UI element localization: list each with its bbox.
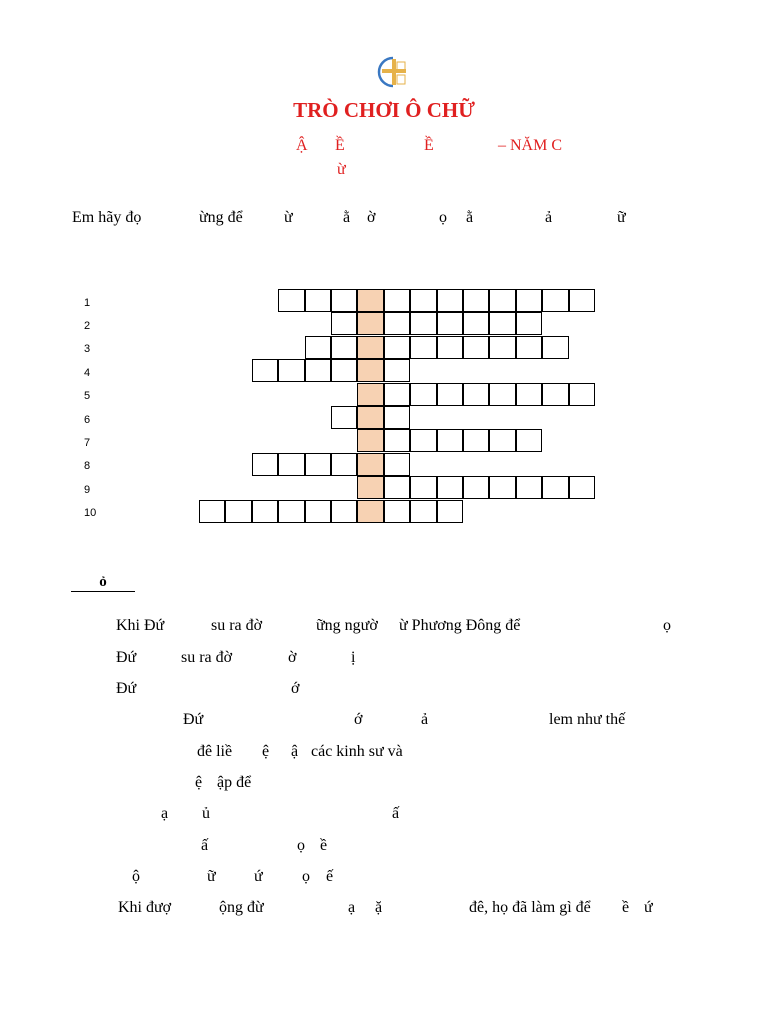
crossword-cell[interactable]	[384, 500, 410, 523]
crossword-cell[interactable]	[463, 476, 489, 499]
question-fragment: Đứ	[116, 680, 137, 697]
crossword-cell[interactable]	[331, 406, 357, 429]
crossword-cell[interactable]	[331, 453, 357, 476]
crossword-cell[interactable]	[437, 289, 463, 312]
question-fragment: ập để	[217, 774, 252, 791]
question-fragment: ờ	[288, 649, 297, 666]
question-fragment: ừ Phương Đông để	[399, 617, 521, 634]
crossword-key-cell[interactable]	[357, 500, 383, 523]
question-fragment: su ra đờ	[181, 649, 233, 666]
question-fragment: ề	[320, 837, 328, 854]
crossword-cell[interactable]	[489, 336, 515, 359]
crossword-cell[interactable]	[278, 453, 304, 476]
subtitle-fragment: Ậ	[296, 137, 308, 154]
church-cross-logo-icon	[376, 55, 410, 89]
crossword-cell[interactable]	[225, 500, 251, 523]
instruction-fragment: ằ	[343, 209, 351, 226]
question-fragment: ạ	[161, 805, 169, 822]
crossword-cell[interactable]	[463, 336, 489, 359]
crossword-cell[interactable]	[437, 476, 463, 499]
crossword-cell[interactable]	[542, 336, 568, 359]
question-fragment: đê, họ đã làm gì để	[469, 899, 591, 916]
subtitle-fragment: Ề	[424, 137, 434, 154]
crossword-cell[interactable]	[437, 312, 463, 335]
crossword-cell[interactable]	[463, 312, 489, 335]
instruction-fragment: ừ	[284, 209, 293, 226]
question-fragment: đê liề	[197, 743, 233, 760]
crossword-cell[interactable]	[489, 476, 515, 499]
crossword-cell[interactable]	[437, 429, 463, 452]
question-fragment: su ra đờ	[211, 617, 263, 634]
crossword-cell[interactable]	[410, 383, 436, 406]
row-number: 8	[84, 460, 91, 472]
crossword-cell[interactable]	[278, 500, 304, 523]
crossword-cell[interactable]	[252, 453, 278, 476]
instruction-fragment: ữ	[617, 209, 626, 226]
question-fragment: ả	[421, 711, 429, 728]
section-heading: ỏ	[71, 574, 135, 592]
crossword-cell[interactable]	[384, 359, 410, 382]
row-number: 9	[84, 484, 91, 496]
crossword-cell[interactable]	[384, 453, 410, 476]
crossword-key-cell[interactable]	[357, 359, 383, 382]
question-fragment: ữ	[207, 868, 216, 885]
crossword-key-cell[interactable]	[357, 453, 383, 476]
crossword-cell[interactable]	[384, 429, 410, 452]
question-fragment: ớ	[291, 680, 300, 697]
question-fragment: ứ	[254, 868, 263, 885]
crossword-cell[interactable]	[542, 289, 568, 312]
crossword-cell[interactable]	[463, 429, 489, 452]
crossword-cell[interactable]	[305, 453, 331, 476]
question-fragment: Khi Đứ	[116, 617, 165, 634]
instruction-fragment: Em hãy đọ	[72, 209, 142, 226]
crossword-cell[interactable]	[278, 289, 304, 312]
crossword-cell[interactable]	[384, 312, 410, 335]
question-fragment: Đứ	[116, 649, 137, 666]
row-number: 10	[84, 507, 97, 519]
subtitle-fragment: Ề	[335, 137, 345, 154]
instruction-fragment: ả	[545, 209, 553, 226]
crossword-key-cell[interactable]	[357, 406, 383, 429]
crossword-cell[interactable]	[331, 336, 357, 359]
question-fragment: ị	[351, 649, 356, 666]
question-fragment: ấ	[392, 805, 400, 822]
subtitle-fragment: – NĂM C	[498, 137, 563, 154]
crossword-cell[interactable]	[305, 500, 331, 523]
crossword-cell[interactable]	[384, 383, 410, 406]
crossword-cell[interactable]	[542, 476, 568, 499]
question-fragment: ứ	[644, 899, 653, 916]
question-fragment: ạ	[348, 899, 356, 916]
crossword-key-cell[interactable]	[357, 429, 383, 452]
question-fragment: các kinh sư và	[311, 743, 403, 760]
crossword-cell[interactable]	[384, 289, 410, 312]
crossword-cell[interactable]	[384, 406, 410, 429]
crossword-cell[interactable]	[305, 336, 331, 359]
instruction-fragment: ọ	[439, 209, 447, 226]
question-fragment: ề	[622, 899, 630, 916]
crossword-key-cell[interactable]	[357, 336, 383, 359]
crossword-cell[interactable]	[489, 289, 515, 312]
crossword-cell[interactable]	[569, 383, 595, 406]
crossword-cell[interactable]	[569, 476, 595, 499]
row-number: 6	[84, 414, 91, 426]
crossword-cell[interactable]	[489, 383, 515, 406]
crossword-cell[interactable]	[384, 476, 410, 499]
question-fragment: ủ	[202, 805, 210, 822]
crossword-cell[interactable]	[463, 383, 489, 406]
crossword-cell[interactable]	[516, 289, 542, 312]
crossword-cell[interactable]	[437, 500, 463, 523]
row-number: 1	[84, 297, 91, 309]
question-fragment: ọ	[297, 837, 305, 854]
crossword-cell[interactable]	[489, 429, 515, 452]
row-number: 2	[84, 320, 91, 332]
question-fragment: ấ	[201, 837, 209, 854]
question-fragment: ọ	[302, 868, 310, 885]
question-fragment: ớ	[354, 711, 363, 728]
question-fragment: ặ	[375, 899, 383, 916]
crossword-cell[interactable]	[516, 312, 542, 335]
question-fragment: ộng đừ	[219, 899, 264, 916]
crossword-cell[interactable]	[410, 336, 436, 359]
crossword-key-cell[interactable]	[357, 476, 383, 499]
crossword-key-cell[interactable]	[357, 312, 383, 335]
crossword-cell[interactable]	[516, 383, 542, 406]
instruction-fragment: ừng để	[199, 209, 243, 226]
crossword-cell[interactable]	[331, 312, 357, 335]
crossword-cell[interactable]	[199, 500, 225, 523]
crossword-cell[interactable]	[463, 289, 489, 312]
crossword-cell[interactable]	[331, 289, 357, 312]
crossword-cell[interactable]	[516, 476, 542, 499]
crossword-cell[interactable]	[437, 383, 463, 406]
crossword-cell[interactable]	[331, 359, 357, 382]
question-fragment: ọ	[663, 617, 671, 634]
row-number: 5	[84, 390, 91, 402]
subtitle-line2: ừ	[337, 161, 346, 178]
question-fragment: Khi đượ	[118, 899, 172, 916]
page-title: TRÒ CHƠI Ô CHỮ	[293, 98, 475, 122]
instruction-fragment: ờ	[367, 209, 376, 226]
crossword-cell[interactable]	[305, 289, 331, 312]
instruction-fragment: ằ	[466, 209, 474, 226]
crossword-cell[interactable]	[542, 383, 568, 406]
question-fragment: ệ	[195, 774, 203, 791]
crossword-cell[interactable]	[437, 336, 463, 359]
crossword-key-cell[interactable]	[357, 383, 383, 406]
crossword-cell[interactable]	[410, 312, 436, 335]
row-number: 7	[84, 437, 91, 449]
crossword-key-cell[interactable]	[357, 289, 383, 312]
crossword-cell[interactable]	[410, 289, 436, 312]
crossword-cell[interactable]	[410, 500, 436, 523]
crossword-cell[interactable]	[331, 500, 357, 523]
crossword-cell[interactable]	[516, 429, 542, 452]
crossword-cell[interactable]	[252, 359, 278, 382]
crossword-cell[interactable]	[305, 359, 331, 382]
crossword-cell[interactable]	[569, 289, 595, 312]
crossword-cell[interactable]	[252, 500, 278, 523]
question-fragment: ững ngườ	[316, 617, 378, 634]
crossword-cell[interactable]	[516, 336, 542, 359]
crossword-cell[interactable]	[410, 476, 436, 499]
question-fragment: ế	[326, 868, 334, 885]
question-fragment: ậ	[291, 743, 299, 760]
crossword-cell[interactable]	[384, 336, 410, 359]
question-fragment: ệ	[262, 743, 270, 760]
row-number: 4	[84, 367, 91, 379]
question-fragment: Đứ	[183, 711, 204, 728]
crossword-cell[interactable]	[410, 429, 436, 452]
crossword-cell[interactable]	[489, 312, 515, 335]
crossword-cell[interactable]	[278, 359, 304, 382]
question-fragment: lem như thế	[549, 711, 626, 728]
question-fragment: ộ	[132, 868, 140, 885]
row-number: 3	[84, 343, 91, 355]
